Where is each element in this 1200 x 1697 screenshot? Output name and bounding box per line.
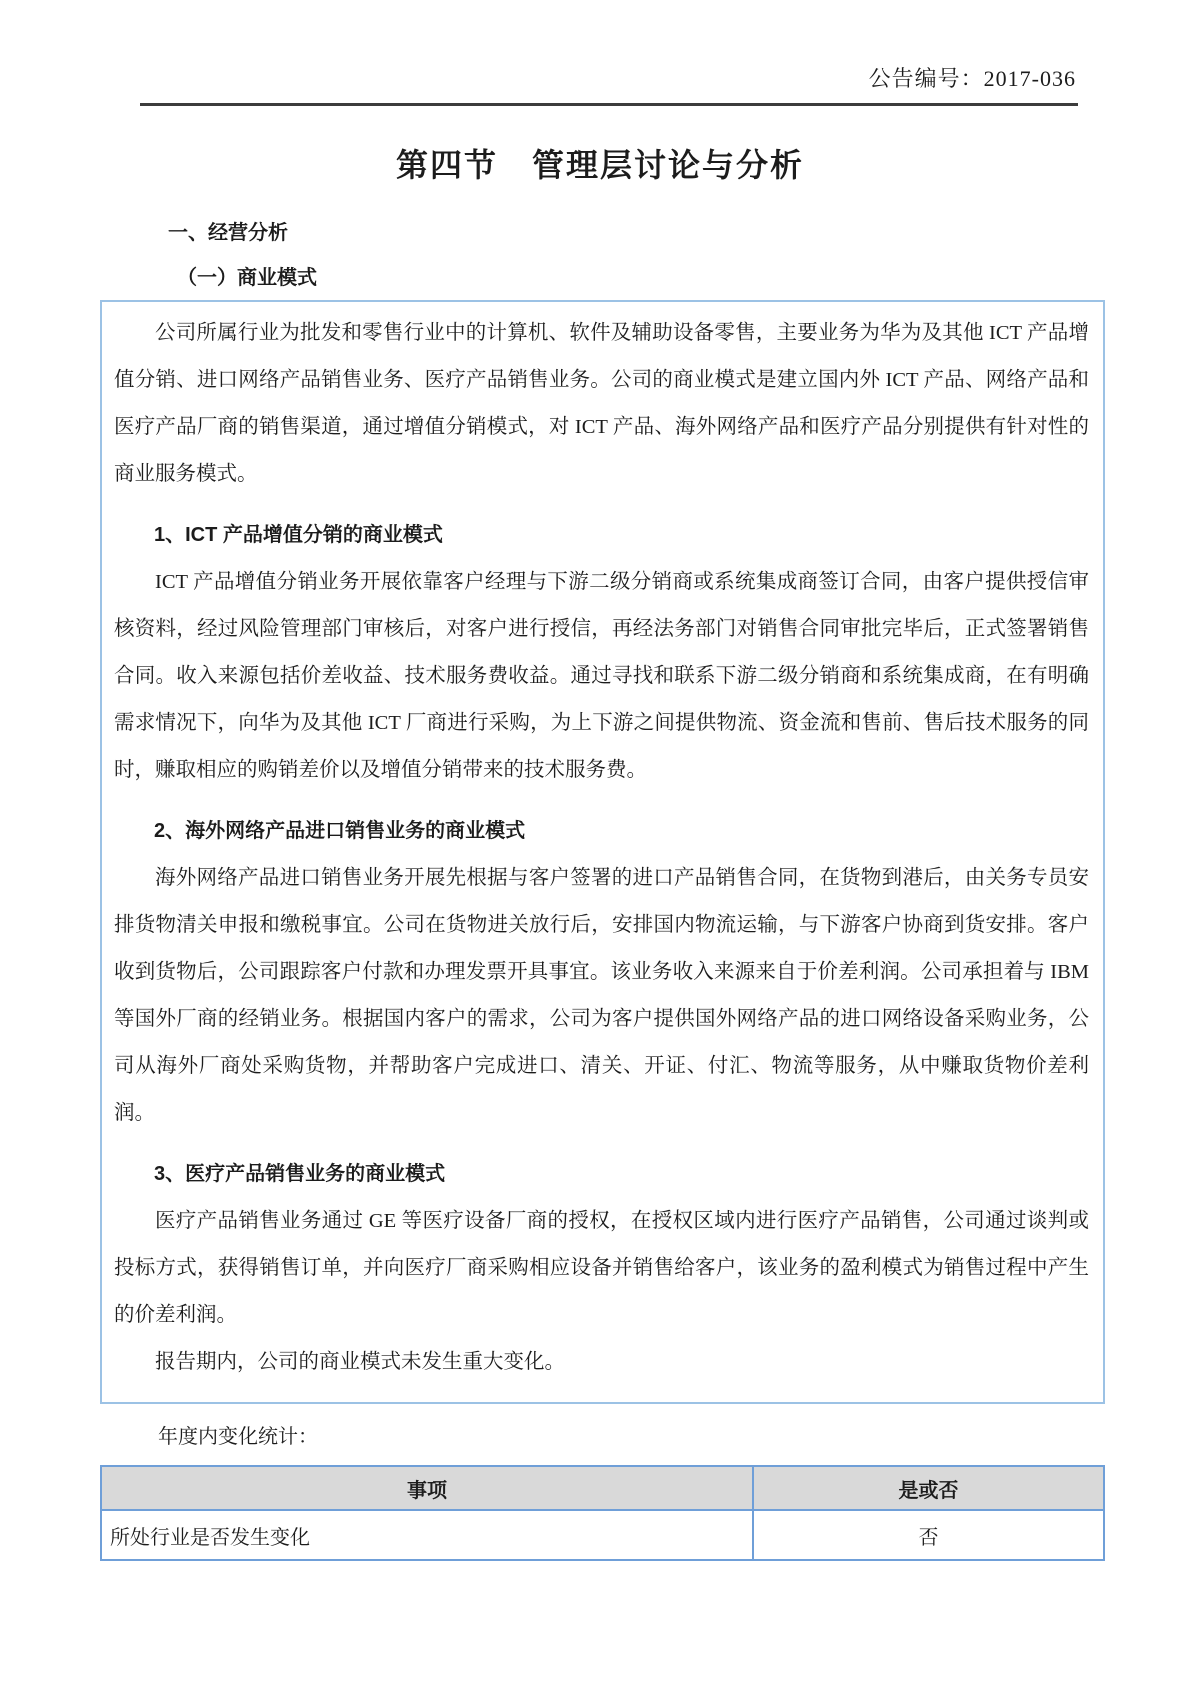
table-header-item: 事项	[101, 1466, 753, 1510]
heading-ict-distribution-model: 1、ICT 产品增值分销的商业模式	[154, 524, 443, 546]
table-row	[101, 1510, 1104, 1560]
paragraph-industry-overview: 公司所属行业为批发和零售行业中的计算机、软件及辅助设备零售，主要业务为华为及其他 ICT 产品增值分销、进口网络产品销售业务、医疗产品销售业务。公司的商业模式是建立国内外 ICT 产品、网络产品和医疗产品厂商的销售渠道，通过增值分销模式，对 ICT 产品、海外网络产品和医疗产品分别提供有针对性的商业服务模式。	[114, 322, 1089, 485]
business-model-box	[100, 300, 1105, 1404]
page-title: 第四节 管理层讨论与分析	[395, 147, 804, 183]
header-rule	[140, 103, 1078, 106]
table-cell-industry-change-answer: 否	[753, 1510, 1104, 1560]
paragraph-ict-distribution-model: ICT 产品增值分销业务开展依靠客户经理与下游二级分销商或系统集成商签订合同，由客户提供授信审核资料，经过风险管理部门审核后，对客户进行授信，再经法务部门对销售合同审批完毕后，正式签署销售合同。收入来源包括价差收益、技术服务费收益。通过寻找和联系下游二级分销商和系统集成商，在有明确需求情况下，向华为及其他 ICT 厂商进行采购，为上下游之间提供物流、资金流和售前、售后技术服务的同时，赚取相应的购销差价以及增值分销带来的技术服务费。	[114, 571, 1089, 781]
table-header-yes-or-no: 是或否	[753, 1466, 1104, 1510]
annual-change-stats-caption: 年度内变化统计：	[158, 1426, 318, 1448]
announcement-number: 公告编号：2017-036	[868, 66, 1076, 91]
annual-change-stats-table	[100, 1465, 1105, 1561]
subsection-heading-business-model: （一）商业模式	[177, 267, 317, 289]
heading-overseas-network-import-model: 2、海外网络产品进口销售业务的商业模式	[154, 820, 526, 842]
table-cell-industry-change-question: 所处行业是否发生变化	[101, 1510, 753, 1560]
table-header-row	[101, 1466, 1104, 1510]
paragraph-no-major-change: 报告期内，公司的商业模式未发生重大变化。	[155, 1351, 565, 1373]
paragraph-overseas-network-import-model: 海外网络产品进口销售业务开展先根据与客户签署的进口产品销售合同，在货物到港后，由关务专员安排货物清关申报和缴税事宜。公司在货物进关放行后，安排国内物流运输，与下游客户协商到货安排。客户收到货物后，公司跟踪客户付款和办理发票开具事宜。该业务收入来源来自于价差利润。公司承担着与 IBM 等国外厂商的经销业务。根据国内客户的需求，公司为客户提供国外网络产品的进口网络设备采购业务，公司从海外厂商处采购货物，并帮助客户完成进口、清关、开证、付汇、物流等服务，从中赚取货物价差利润。	[114, 867, 1089, 1124]
heading-medical-product-sales-model: 3、医疗产品销售业务的商业模式	[154, 1163, 446, 1185]
paragraph-medical-product-sales-model: 医疗产品销售业务通过 GE 等医疗设备厂商的授权，在授权区域内进行医疗产品销售，公司通过谈判或投标方式，获得销售订单，并向医疗厂商采购相应设备并销售给客户，该业务的盈利模式为销售过程中产生的价差利润。	[114, 1210, 1089, 1326]
section-heading-operating-analysis: 一、经营分析	[168, 222, 288, 244]
